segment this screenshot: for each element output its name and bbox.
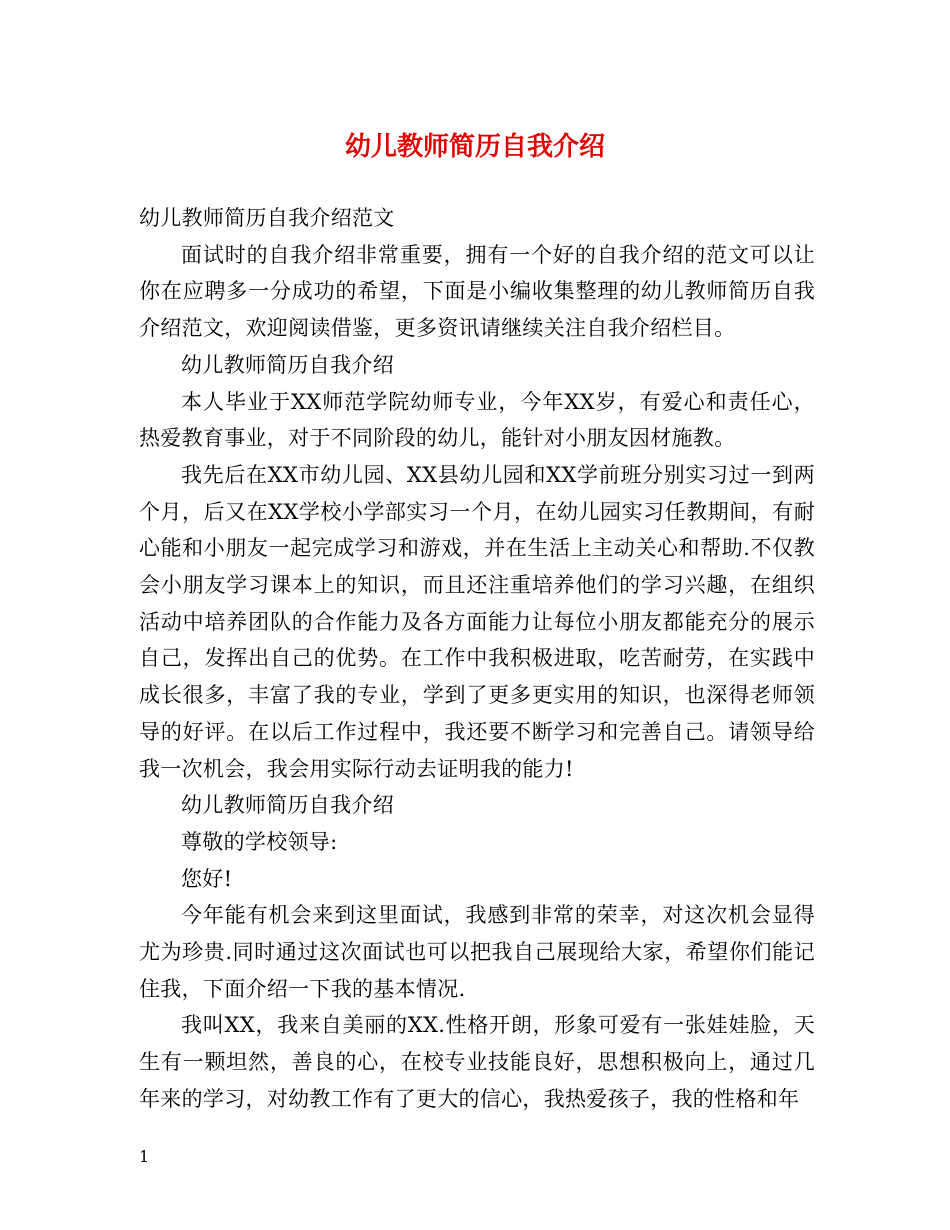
document-title: 幼儿教师简历自我介绍 xyxy=(344,132,605,162)
document-body xyxy=(139,200,815,1118)
page-number: 1 xyxy=(139,1147,150,1166)
paragraph-salutation: 尊敬的学校领导: xyxy=(181,829,338,854)
paragraph-greeting: 您好! xyxy=(181,866,233,891)
paragraph-opening: 今年能有机会来到这里面试，我感到非常的荣幸，对这次机会显得尤为珍贵.同时通过这次面试也可以把我自己展现给大家，希望你们能记住我，下面介绍一下我的基本情况. xyxy=(139,903,815,1001)
paragraph-subtitle: 幼儿教师简历自我介绍范文 xyxy=(139,206,395,230)
paragraph-experience: 我先后在XX市幼儿园、XX县幼儿园和XX学前班分别实习过一到两个月，后又在XX学校小学部实习一个月，在幼儿园实习任教期间，有耐心能和小朋友一起完成学习和游戏，并在生活上主动关心和帮助.不仅教会小朋友学习课本上的知识，而且还注重培养他们的学习兴趣，在组织活动中培养团队的合作能力及各方面能力让每位小朋友都能充分的展示自己，发挥出自己的优势。在工作中我积极进取，吃苦耐劳，在实践中成长很多，丰富了我的专业，学到了更多更实用的知识，也深得老师领导的好评。在以后工作过程中，我还要不断学习和完善自己。请领导给我一次机会，我会用实际行动去证明我的能力! xyxy=(139,462,815,781)
paragraph-self-description: 我叫XX，我来自美丽的XX.性格开朗，形象可爱有一张娃娃脸，天生有一颗坦然，善良的心，在校专业技能良好，思想积极向上，通过几年来的学习，对幼教工作有了更大的信心，我热爱孩子，我的性格和年 xyxy=(139,1013,815,1111)
paragraph-background: 本人毕业于XX师范学院幼师专业，今年XX岁，有爱心和责任心，热爱教育事业，对于不同阶段的幼儿，能针对小朋友因材施教。 xyxy=(139,389,815,451)
paragraph-intro: 面试时的自我介绍非常重要，拥有一个好的自我介绍的范文可以让你在应聘多一分成功的希望，下面是小编收集整理的幼儿教师简历自我介绍范文，欢迎阅读借鉴，更多资讯请继续关注自我介绍栏目。 xyxy=(139,242,815,341)
paragraph-heading-2: 幼儿教师简历自我介绍 xyxy=(181,793,394,818)
paragraph-heading-1: 幼儿教师简历自我介绍 xyxy=(181,352,394,377)
